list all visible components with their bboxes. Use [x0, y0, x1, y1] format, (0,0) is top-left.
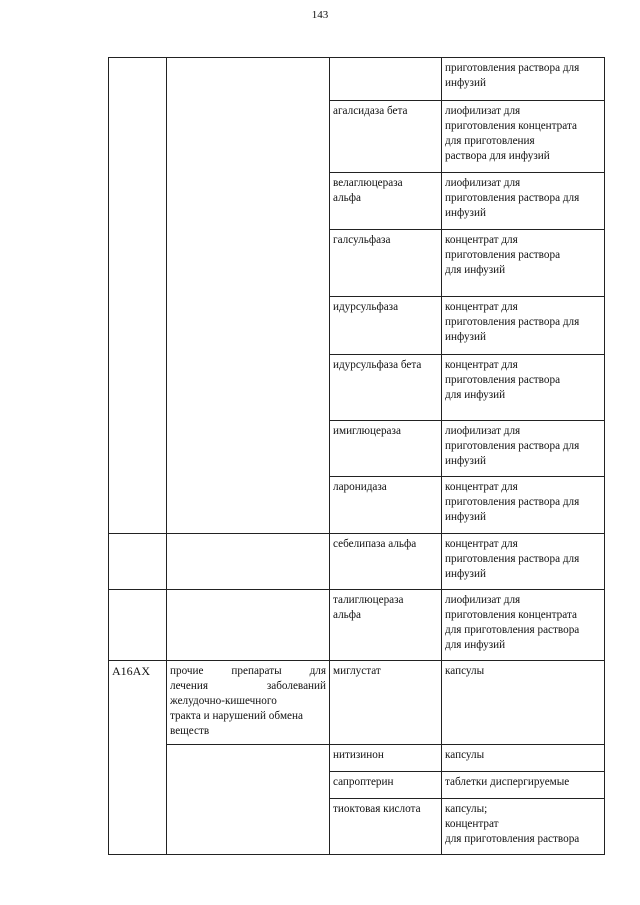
group-name-line: лечения заболеваний — [170, 680, 326, 692]
dosage-form-line: инфузий — [445, 207, 486, 219]
drug-table-body — [109, 58, 605, 855]
dosage-form-line: концентрат для — [445, 301, 518, 313]
dosage-form-cell — [442, 590, 605, 661]
dosage-form-cell — [442, 799, 605, 855]
drug-name: имиглюцераза — [333, 425, 401, 437]
dosage-form-cell — [442, 745, 605, 772]
dosage-form-cell — [442, 101, 605, 173]
drug-name-cell — [330, 101, 442, 173]
dosage-form-line: лиофилизат для — [445, 594, 521, 606]
dosage-form-line: инфузий — [445, 455, 486, 467]
drug-name: идурсульфаза бета — [333, 359, 422, 371]
group-name-cell — [167, 745, 330, 855]
dosage-form-line: приготовления раствора для — [445, 496, 580, 508]
dosage-form-line: лиофилизат для — [445, 105, 521, 117]
group-name-line: веществ — [170, 725, 210, 737]
atc-code: A16AX — [112, 664, 150, 678]
group-name-cell — [167, 661, 330, 745]
table-row — [109, 590, 605, 661]
drug-name: миглустат — [333, 665, 381, 677]
drug-name-cell — [330, 421, 442, 477]
dosage-form-line: для инфузий — [445, 389, 506, 401]
atc-code-cell — [109, 590, 167, 661]
drug-name: талиглюцераза — [333, 594, 404, 606]
group-name-cell — [167, 590, 330, 661]
drug-name-cell — [330, 230, 442, 297]
atc-code-cell — [109, 534, 167, 590]
dosage-form-cell — [442, 772, 605, 799]
dosage-form-line: инфузий — [445, 331, 486, 343]
drug-name-cell — [330, 534, 442, 590]
dosage-form-line: инфузий — [445, 77, 486, 89]
drug-name: альфа — [333, 609, 361, 621]
drug-name-cell — [330, 477, 442, 534]
dosage-form-line: таблетки диспергируемые — [445, 776, 570, 788]
dosage-form-line: лиофилизат для — [445, 425, 521, 437]
drug-name-cell — [330, 799, 442, 855]
dosage-form-line: концентрат для — [445, 359, 518, 371]
dosage-form-line: для приготовления — [445, 135, 535, 147]
drug-name: велаглюцераза — [333, 177, 403, 189]
dosage-form-line: для приготовления раствора — [445, 833, 580, 845]
dosage-form-line: для приготовления раствора — [445, 624, 580, 636]
drug-name: нитизинон — [333, 749, 384, 761]
dosage-form-cell — [442, 421, 605, 477]
drug-name-cell — [330, 661, 442, 745]
dosage-form-cell — [442, 355, 605, 421]
dosage-form-line: приготовления раствора для — [445, 316, 580, 328]
dosage-form-line: концентрат для — [445, 538, 518, 550]
drug-name-cell — [330, 772, 442, 799]
dosage-form-line: приготовления раствора для — [445, 192, 580, 204]
drug-name: альфа — [333, 192, 361, 204]
table-row — [109, 58, 605, 101]
dosage-form-line: приготовления раствора для — [445, 62, 580, 74]
group-name-cell — [167, 58, 330, 534]
atc-code-cell — [109, 661, 167, 855]
atc-code-cell — [109, 58, 167, 534]
dosage-form-line: для инфузий — [445, 639, 506, 651]
dosage-form-cell — [442, 661, 605, 745]
drug-name: сапроптерин — [333, 776, 394, 788]
drug-name-cell — [330, 58, 442, 101]
table-row — [109, 534, 605, 590]
dosage-form-cell — [442, 58, 605, 101]
drug-table — [108, 57, 605, 855]
dosage-form-line: капсулы — [445, 665, 485, 677]
dosage-form-line: концентрат для — [445, 234, 518, 246]
dosage-form-line: приготовления концентрата — [445, 120, 577, 132]
dosage-form-line: приготовления раствора для — [445, 553, 580, 565]
dosage-form-line: приготовления раствора — [445, 374, 561, 386]
dosage-form-cell — [442, 297, 605, 355]
dosage-form-cell — [442, 230, 605, 297]
group-name-line: прочие препараты для — [170, 665, 326, 677]
dosage-form-line: инфузий — [445, 568, 486, 580]
group-name-cell — [167, 534, 330, 590]
dosage-form-line: приготовления раствора — [445, 249, 561, 261]
drug-name: ларонидаза — [333, 481, 387, 493]
page-number: 143 — [311, 9, 329, 21]
dosage-form-line: приготовления концентрата — [445, 609, 577, 621]
dosage-form-line: лиофилизат для — [445, 177, 521, 189]
dosage-form-line: приготовления раствора для — [445, 440, 580, 452]
drug-name: тиоктовая кислота — [333, 803, 421, 815]
group-name-line: желудочно-кишечного — [170, 695, 277, 707]
dosage-form-cell — [442, 477, 605, 534]
dosage-form-line: капсулы — [445, 749, 485, 761]
drug-name-cell — [330, 355, 442, 421]
dosage-form-line: капсулы; — [445, 803, 488, 815]
drug-name-cell — [330, 745, 442, 772]
drug-name-cell — [330, 590, 442, 661]
drug-name: галсульфаза — [333, 234, 391, 246]
drug-name: себелипаза альфа — [333, 538, 417, 550]
table-row — [109, 661, 605, 745]
drug-name-cell — [330, 297, 442, 355]
dosage-form-cell — [442, 534, 605, 590]
drug-name: агалсидаза бета — [333, 105, 408, 117]
drug-name-cell — [330, 173, 442, 230]
dosage-form-cell — [442, 173, 605, 230]
dosage-form-line: для инфузий — [445, 264, 506, 276]
dosage-form-line: инфузий — [445, 511, 486, 523]
dosage-form-line: раствора для инфузий — [445, 150, 550, 162]
dosage-form-line: концентрат — [445, 818, 499, 830]
table-row — [109, 745, 605, 772]
group-name-line: тракта и нарушений обмена — [170, 710, 303, 722]
drug-name: идурсульфаза — [333, 301, 399, 313]
dosage-form-line: концентрат для — [445, 481, 518, 493]
